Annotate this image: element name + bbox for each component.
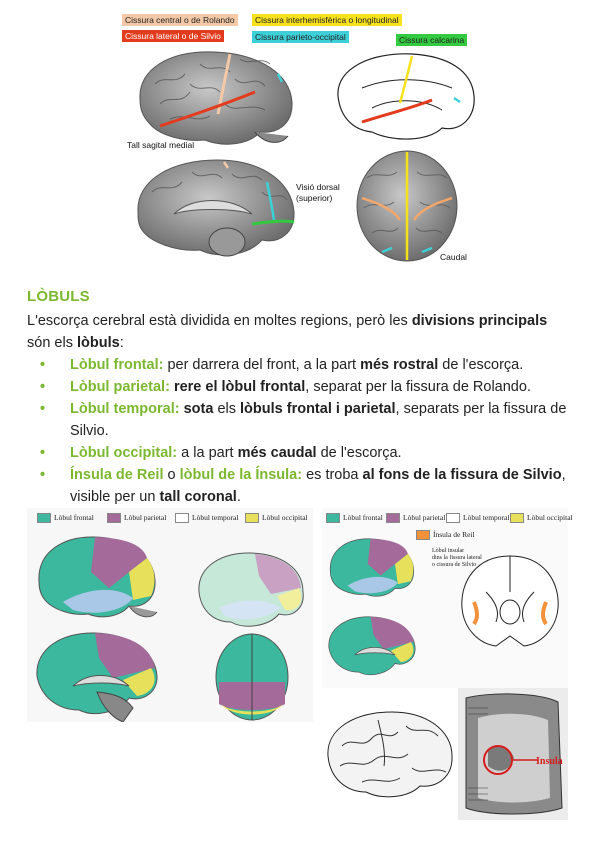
swatch-icon (37, 513, 51, 523)
fissures-figure (120, 10, 482, 268)
lobe-bold: sota (183, 401, 214, 417)
legend-label: Lòbul occipital (527, 513, 573, 522)
dorsal-brain-image (352, 148, 462, 264)
legend-label: Lòbul temporal (192, 513, 239, 522)
list-item-insula (27, 464, 577, 508)
lobe-text: , separat per la fissura de Rolando. (305, 379, 531, 395)
lobe-bold: tall coronal (159, 489, 237, 505)
legend-label: Lòbul parietal (403, 513, 446, 522)
list-item-temporal (27, 398, 577, 442)
lobes-medial-image (33, 628, 161, 722)
legend-frontal (326, 513, 383, 523)
lobe-text: els (213, 401, 241, 417)
lobe-bold: al fons de la fissura de Silvio (362, 467, 562, 483)
lobe-text: es troba (302, 467, 363, 483)
legend-label: Ínsula de Reil (433, 530, 475, 539)
label-sagittal: Tall sagital medial (127, 140, 195, 150)
bullet-icon: • (40, 379, 46, 395)
legend-label: Lòbul temporal (463, 513, 510, 522)
legend-silvio: Cissura lateral o de Silvio (122, 30, 224, 42)
intro-text: L'escorça cerebral està dividida en moltes regions, però les (27, 313, 412, 329)
intro-bold: divisions principals (411, 313, 548, 329)
legend-interhemispheric: Cissura interhemisfèrica o longitudinal (252, 14, 402, 26)
intro-paragraph (27, 310, 572, 354)
legend-temporal (175, 513, 238, 523)
legend-occipital (510, 513, 573, 523)
list-item-parietal (27, 376, 577, 398)
insula-note-2: dins la fissura lateral (432, 555, 482, 561)
legend-label: Lòbul frontal (54, 513, 94, 522)
lobe-text: de l'escorça. (316, 445, 402, 461)
lobe-name: Lòbul occipital: (70, 445, 178, 461)
swatch-icon (175, 513, 189, 523)
lobe-name: Lòbul temporal: (70, 401, 180, 417)
label-caudal: Caudal (440, 252, 467, 262)
section-title: LÒBULS (27, 288, 90, 305)
legend-label: Lòbul frontal (343, 513, 383, 522)
lobe-bold: més rostral (360, 357, 439, 373)
swatch-icon (416, 530, 430, 540)
legend-insula (416, 530, 475, 540)
swatch-icon (446, 513, 460, 523)
lobe-name: Lòbul frontal: (70, 357, 164, 373)
lobe-bold: rere el lòbul frontal (173, 379, 306, 395)
legend-label: Lòbul parietal (124, 513, 167, 522)
coronal-section-drawing (456, 552, 564, 652)
legend-occipital (245, 513, 308, 523)
intro-text: són els (27, 335, 77, 351)
lobe-list (27, 354, 577, 508)
swatch-icon (245, 513, 259, 523)
lobes-dorsal-image (213, 632, 291, 722)
intro-text: : (119, 335, 124, 351)
swatch-icon (326, 513, 340, 523)
lateral-brain-image (130, 44, 300, 152)
intro-bold: lòbuls (76, 335, 120, 351)
lobe-text: per darrera del front, a la part (163, 357, 361, 373)
lobes-medial-image-2 (326, 612, 418, 682)
swatch-icon (386, 513, 400, 523)
legend-frontal (37, 513, 94, 523)
lobe-name: Ínsula de Reil (70, 467, 164, 483)
lobes-lateral-image-2 (326, 534, 418, 604)
lobe-text: a la part (177, 445, 238, 461)
legend-rolando: Cissura central o de Rolando (122, 14, 238, 26)
lobes-figure-left (27, 508, 313, 722)
medial-outline-drawing (332, 48, 480, 144)
bullet-icon: • (40, 401, 46, 417)
label-dorsal-1: Visió dorsal (296, 182, 340, 192)
lobes-lateral-image (33, 532, 161, 626)
lobe-text: , visible per un (70, 467, 566, 505)
swatch-icon (107, 513, 121, 523)
insula-note-1: Lòbul insular (432, 548, 465, 554)
lobes-medial-outline (195, 548, 307, 632)
legend-parietal (386, 513, 445, 523)
label-dorsal-2: (superior) (296, 193, 333, 203)
lobe-bold: lòbuls frontal i parietal (240, 401, 396, 417)
insula-note-3: o cissura de Silvio (432, 562, 477, 568)
lobe-text: , separats per la fissura de Silvio. (70, 401, 567, 439)
lobes-figure-right (322, 508, 573, 688)
legend-parietal (107, 513, 166, 523)
lobe-text: de l'escorça. (438, 357, 524, 373)
swatch-icon (510, 513, 524, 523)
list-item-frontal (27, 354, 577, 376)
list-item-occipital (27, 442, 577, 464)
bullet-icon: • (40, 467, 46, 483)
bullet-icon: • (40, 357, 46, 373)
legend-calcarina: Cissura calcarina (396, 34, 467, 46)
lobe-name: lòbul de la Ínsula: (179, 467, 303, 483)
gyri-drawing (322, 706, 458, 802)
insula-coronal-photo (458, 688, 568, 820)
lobe-name: Lòbul parietal: (70, 379, 170, 395)
legend-parieto-occipital: Cissura parieto-occipital (252, 31, 349, 43)
bullet-icon: • (40, 445, 46, 461)
legend-label: Lòbul occipital (262, 513, 308, 522)
lobe-text: o (163, 467, 180, 483)
lobe-text: . (236, 489, 241, 505)
medial-brain-image (132, 152, 300, 264)
insula-label: Insula (536, 756, 563, 767)
legend-temporal (446, 513, 509, 523)
lobe-bold: més caudal (237, 445, 317, 461)
